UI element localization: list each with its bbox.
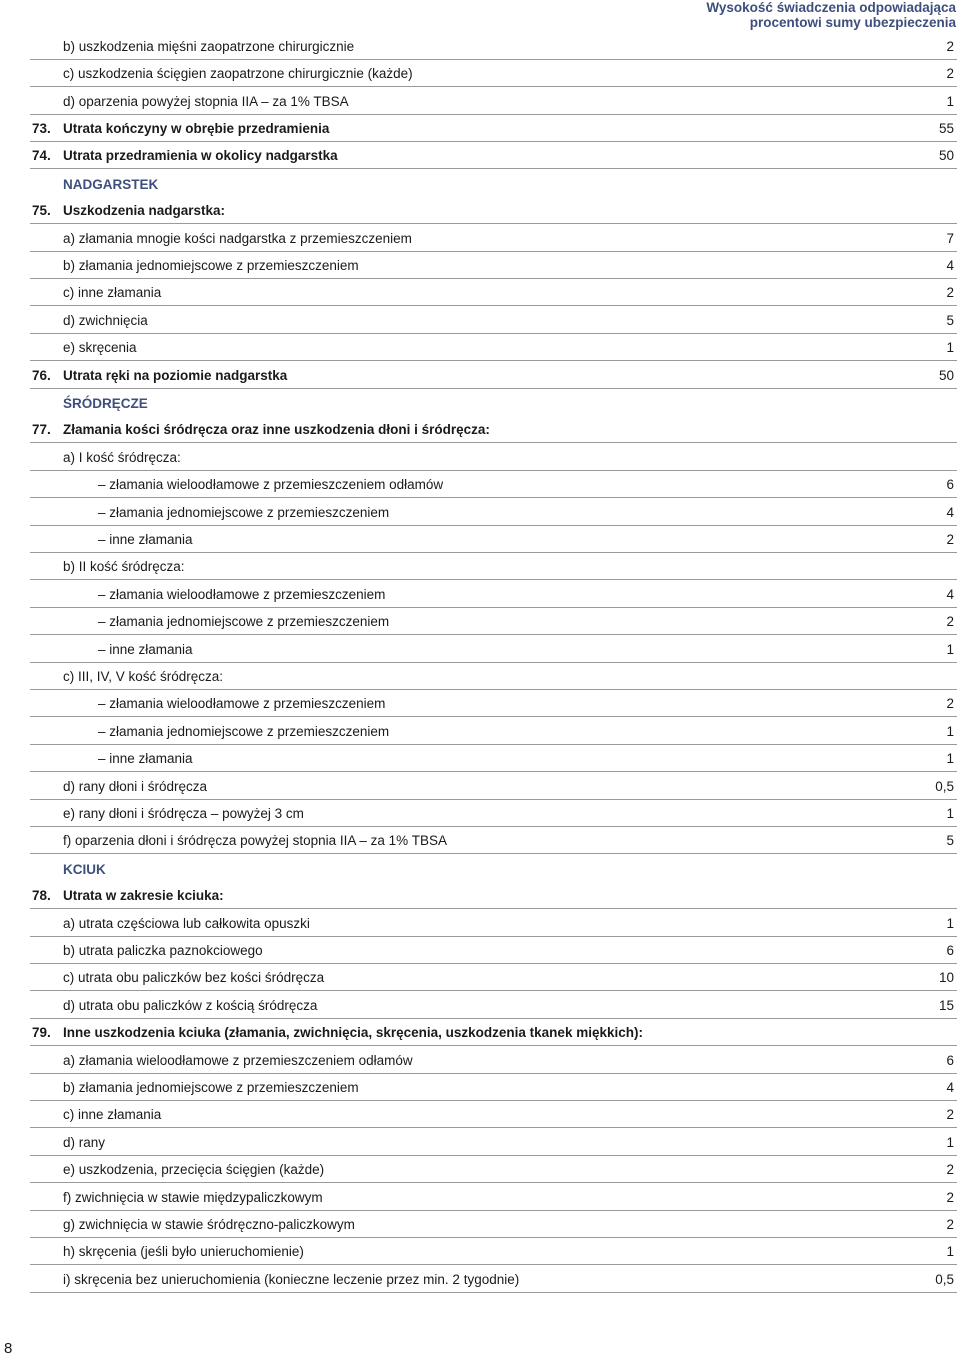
table-row — [30, 416, 957, 443]
item-label: b) złamania jednomiejscowe z przemieszczeniem — [63, 1079, 359, 1095]
item-label: a) złamania mnogie kości nadgarstka z przemieszczeniem — [63, 230, 412, 246]
item-label: – złamania wieloodłamowe z przemieszczeniem odłamów — [98, 477, 444, 493]
item-label: a) I kość śródręcza: — [63, 449, 181, 465]
benefit-percent: 0,5 — [935, 1271, 954, 1287]
table-row — [30, 717, 957, 744]
item-label: c) inne złamania — [63, 1107, 162, 1123]
benefit-percent: 6 — [946, 1052, 954, 1068]
item-label: g) zwichnięcia w stawie śródręczno-paliczkowym — [63, 1216, 355, 1232]
table-row — [30, 882, 957, 909]
benefit-percent: 0,5 — [935, 778, 954, 794]
table-row — [30, 471, 957, 498]
benefit-percent: 2 — [946, 1107, 954, 1123]
table-row — [30, 1101, 957, 1128]
benefit-percent: 2 — [946, 66, 954, 82]
table-row — [30, 635, 957, 662]
item-label: Utrata w zakresie kciuka: — [63, 888, 224, 904]
benefit-percent: 5 — [946, 312, 954, 328]
table-row — [30, 142, 957, 169]
table-row — [30, 306, 957, 333]
benefit-percent: 4 — [946, 257, 954, 273]
benefit-percent: 4 — [946, 586, 954, 602]
benefit-percent: 2 — [946, 1216, 954, 1232]
benefit-percent: 1 — [946, 340, 954, 356]
benefit-percent: 4 — [946, 1079, 954, 1095]
table-row — [30, 772, 957, 799]
table-row — [30, 1128, 957, 1155]
item-label: b) złamania jednomiejscowe z przemieszczeniem — [63, 257, 359, 273]
table-row — [30, 224, 957, 251]
table-row — [30, 909, 957, 936]
item-label: d) oparzenia powyżej stopnia IIA – za 1% TBSA — [63, 93, 349, 109]
table-row — [30, 1046, 957, 1073]
table-row — [30, 334, 957, 361]
section-heading: KCIUK — [63, 861, 106, 877]
item-number: 77. — [32, 422, 51, 438]
item-label: h) skręcenia (jeśli było unieruchomienie) — [63, 1244, 304, 1260]
benefit-percent: 7 — [946, 230, 954, 246]
benefit-percent: 2 — [946, 38, 954, 54]
table-row — [30, 60, 957, 87]
item-label: Inne uszkodzenia kciuka (złamania, zwichnięcia, skręcenia, uszkodzenia tkanek miękkich): — [63, 1025, 643, 1041]
table-row — [30, 1183, 957, 1210]
item-label: – inne złamania — [98, 751, 193, 767]
item-label: a) utrata częściowa lub całkowita opuszki — [63, 915, 310, 931]
item-label: b) utrata paliczka paznokciowego — [63, 942, 263, 958]
section-heading: ŚRÓDRĘCZE — [63, 395, 148, 411]
item-label: – złamania wieloodłamowe z przemieszczeniem — [98, 586, 386, 602]
benefit-percent: 1 — [946, 1244, 954, 1260]
item-label: c) inne złamania — [63, 285, 162, 301]
table-row — [30, 498, 957, 525]
benefit-percent: 1 — [946, 93, 954, 109]
table-row — [30, 964, 957, 991]
table-row — [30, 991, 957, 1018]
item-label: f) zwichnięcia w stawie międzypaliczkowym — [63, 1189, 323, 1205]
item-number: 75. — [32, 203, 51, 219]
benefit-percent: 1 — [946, 723, 954, 739]
item-label: b) uszkodzenia mięśni zaopatrzone chirurgicznie — [63, 38, 355, 54]
item-label: – inne złamania — [98, 531, 193, 547]
table-row — [30, 1238, 957, 1265]
item-label: Utrata przedramienia w okolicy nadgarstka — [63, 148, 338, 164]
benefit-percent: 15 — [938, 997, 954, 1013]
table-row — [30, 608, 957, 635]
table-row — [30, 1265, 957, 1292]
item-label: e) rany dłoni i śródręcza – powyżej 3 cm — [63, 805, 304, 821]
table-row — [30, 32, 957, 59]
item-label: d) rany — [63, 1134, 106, 1150]
benefit-percent: 1 — [946, 641, 954, 657]
table-row — [30, 252, 957, 279]
item-number: 73. — [32, 120, 51, 136]
item-label: a) złamania wieloodłamowe z przemieszczeniem odłamów — [63, 1052, 413, 1068]
table-row — [30, 197, 957, 224]
item-label: – złamania jednomiejscowe z przemieszczeniem — [98, 614, 390, 630]
item-label: c) III, IV, V kość śródręcza: — [63, 668, 224, 684]
section-heading: NADGARSTEK — [63, 176, 159, 192]
table-row — [30, 361, 957, 388]
item-label: Uszkodzenia nadgarstka: — [63, 203, 226, 219]
item-label: Złamania kości śródręcza oraz inne uszkodzenia dłoni i śródręcza: — [63, 422, 490, 438]
table-row — [30, 854, 957, 881]
benefit-percent: 50 — [938, 148, 954, 164]
item-label: e) skręcenia — [63, 340, 137, 356]
item-label: e) uszkodzenia, przecięcia ścięgien (każde) — [63, 1162, 325, 1178]
item-label: – złamania jednomiejscowe z przemieszczeniem — [98, 723, 390, 739]
item-number: 79. — [32, 1025, 51, 1041]
table-row — [30, 663, 957, 690]
benefit-percent: 2 — [946, 614, 954, 630]
benefit-percent: 2 — [946, 1162, 954, 1178]
benefit-percent: 1 — [946, 751, 954, 767]
item-label: Utrata kończyny w obrębie przedramienia — [63, 120, 330, 136]
item-label: c) uszkodzenia ścięgien zaopatrzone chirurgicznie (każde) — [63, 66, 413, 82]
table-row — [30, 279, 957, 306]
table-row — [30, 389, 957, 416]
benefit-percent: 6 — [946, 942, 954, 958]
table-row — [30, 87, 957, 114]
table-row — [30, 553, 957, 580]
table-row — [30, 1074, 957, 1101]
table-row — [30, 690, 957, 717]
benefit-percent: 50 — [938, 367, 954, 383]
table-row — [30, 800, 957, 827]
table-row — [30, 937, 957, 964]
table-row — [30, 1019, 957, 1046]
item-label: d) rany dłoni i śródręcza — [63, 778, 208, 794]
benefit-percent: 55 — [938, 120, 954, 136]
benefit-percent: 10 — [938, 970, 954, 986]
table-row — [30, 745, 957, 772]
benefit-percent: 4 — [946, 504, 954, 520]
benefit-percent: 2 — [946, 696, 954, 712]
item-label: f) oparzenia dłoni i śródręcza powyżej stopnia IIA – za 1% TBSA — [63, 833, 447, 849]
item-label: i) skręcenia bez unieruchomienia (konieczne leczenie przez min. 2 tygodnie) — [63, 1271, 520, 1287]
benefit-percent: 1 — [946, 805, 954, 821]
page-number: 8 — [4, 1340, 13, 1357]
benefit-percent: 5 — [946, 833, 954, 849]
benefit-percent: 1 — [946, 915, 954, 931]
table-row — [30, 169, 957, 196]
benefit-percent: 2 — [946, 285, 954, 301]
item-label: d) utrata obu paliczków z kością śródręcza — [63, 997, 318, 1013]
item-label: – złamania wieloodłamowe z przemieszczeniem — [98, 696, 386, 712]
table-row — [30, 1156, 957, 1183]
table-row — [30, 115, 957, 142]
benefit-percent: 2 — [946, 1189, 954, 1205]
column-header — [556, 0, 956, 30]
item-number: 78. — [32, 888, 51, 904]
benefit-percent: 6 — [946, 477, 954, 493]
item-label: d) zwichnięcia — [63, 312, 148, 328]
benefit-percent: 2 — [946, 531, 954, 547]
item-number: 76. — [32, 367, 51, 383]
table-row — [30, 1211, 957, 1238]
item-label: b) II kość śródręcza: — [63, 559, 185, 575]
table-row — [30, 526, 957, 553]
column-header-line-1: Wysokość świadczenia odpowiadająca — [706, 0, 956, 15]
table-row — [30, 827, 957, 854]
item-label: c) utrata obu paliczków bez kości śródręcza — [63, 970, 325, 986]
table-row — [30, 580, 957, 607]
item-label: – złamania jednomiejscowe z przemieszczeniem — [98, 504, 390, 520]
item-label: Utrata ręki na poziomie nadgarstka — [63, 367, 288, 383]
item-label: – inne złamania — [98, 641, 193, 657]
table-row — [30, 443, 957, 470]
item-number: 74. — [32, 148, 51, 164]
benefit-percent: 1 — [946, 1134, 954, 1150]
column-header-line-2: procentowi sumy ubezpieczenia — [749, 15, 956, 30]
